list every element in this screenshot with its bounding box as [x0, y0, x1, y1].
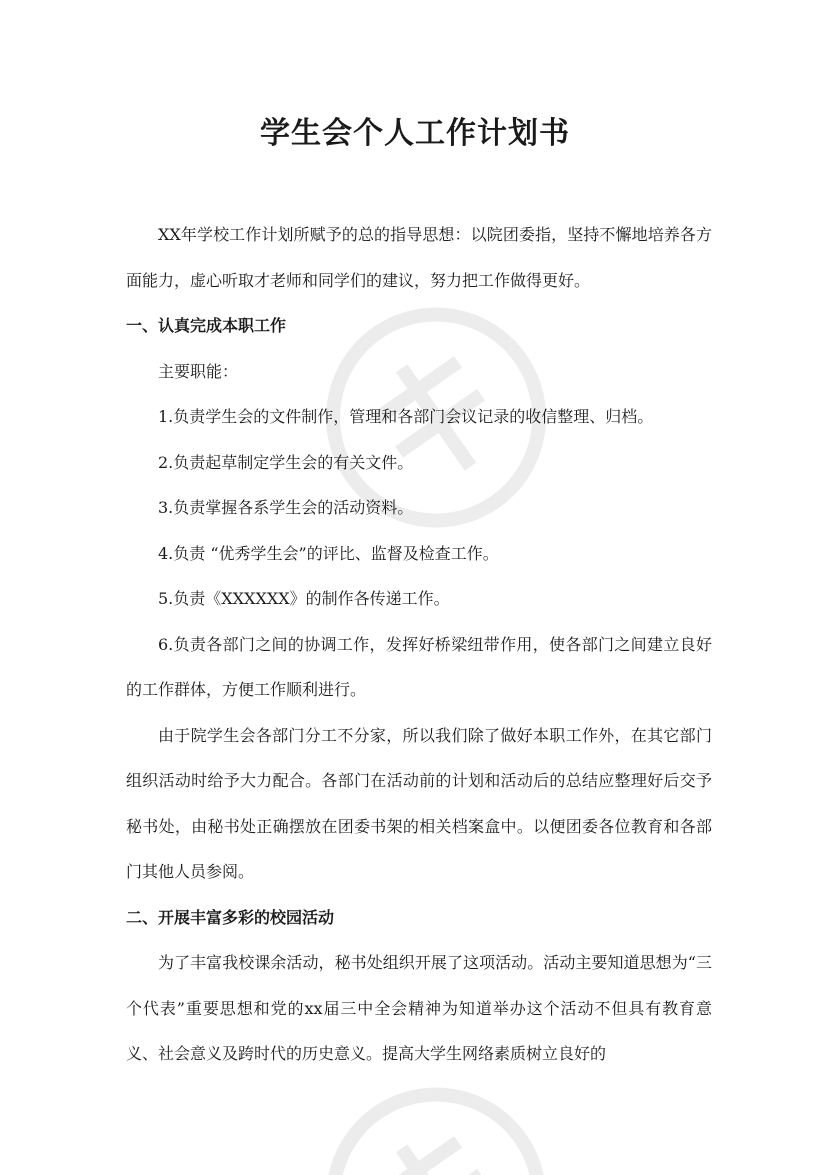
duty-item-2: 2.负责起草制定学生会的有关文件。 — [158, 452, 414, 472]
section-heading-2: 二、开展丰富多彩的校园活动 — [126, 907, 335, 927]
intro-paragraph: XX年学校工作计划所赋予的总的指导思想：以院团委指，坚持不懈地培养各方面能力，虚心听取才老师和同学们的建议，努力把工作做得更好。 — [126, 225, 712, 290]
section2-paragraph: 为了丰富我校课余活动，秘书处组织开展了这项活动。活动主要知道思想为“三个代表”重要思想和党的xx届三中全会精神为知道举办这个活动不但具有教育意义、社会意义及跨时代的历史意义。提高大学生网络素质树立良好的 — [126, 953, 712, 1063]
duty-item-1: 1.负责学生会的文件制作，管理和各部门会议记录的收信整理、归档。 — [158, 407, 654, 426]
duty-item-4: 4.负责 “优秀学生会”的评比、监督及检查工作。 — [158, 543, 499, 563]
duties-label: 主要职能： — [158, 361, 239, 381]
document-body — [126, 212, 712, 1077]
duty-item-5: 5.负责《XXXXXX》的制作各传递工作。 — [158, 589, 450, 608]
section1-paragraph: 由于院学生会各部门分工不分家，所以我们除了做好本职工作外，在其它部门组织活动时给予大力配合。各部门在活动前的计划和活动后的总结应整理好后交予秘书处，由秘书处正确摆放在团委书架的相关档案盒中。以便团委各位教育和各部门其他人员参阅。 — [126, 725, 712, 881]
page-title: 学生会个人工作计划书 — [260, 116, 570, 151]
duty-item-3: 3.负责掌握各系学生会的活动资料。 — [158, 498, 414, 517]
duty-item-6: 6.负责各部门之间的协调工作，发挥好桥梁纽带作用，使各部门之间建立良好的工作群体，方便工作顺利进行。 — [126, 634, 712, 699]
section-heading-1: 一、认真完成本职工作 — [126, 316, 287, 335]
